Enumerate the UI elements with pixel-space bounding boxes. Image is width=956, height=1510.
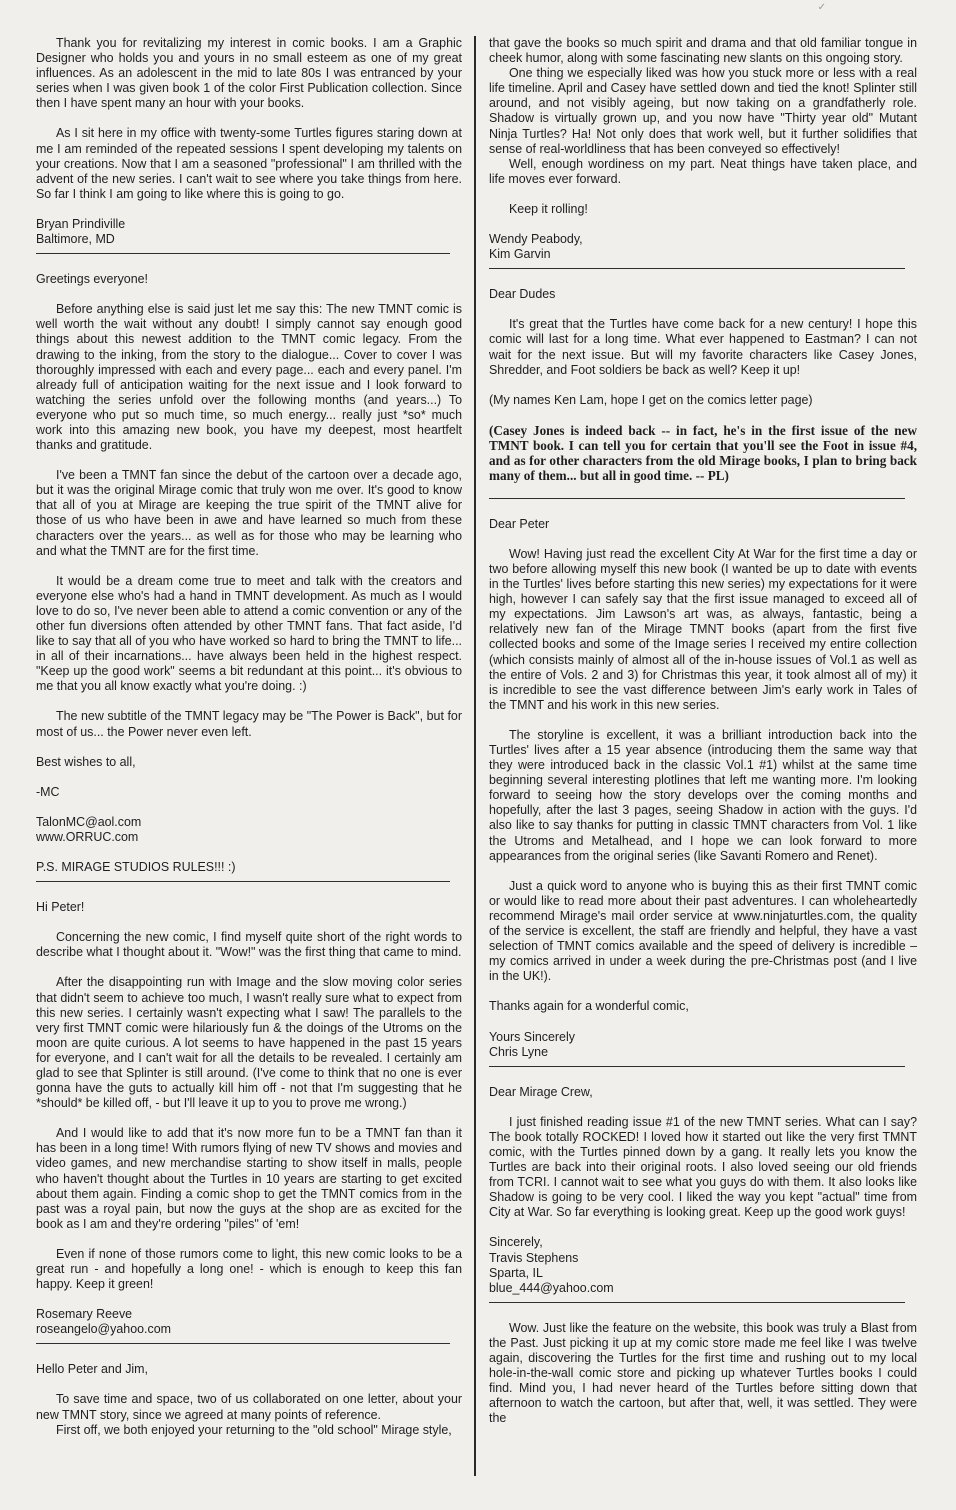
letter-divider	[36, 253, 450, 254]
letter-bryan	[36, 36, 462, 247]
letter-name: Rosemary Reeve	[36, 1307, 133, 1322]
letter-paragraph: It's great that the Turtles have come back for a new century! I hope this comic will last for a long time. What ever happened to Eastman? I can not wait for the next issue. But will my favorite characters like Casey Jones, Shredder, and Foot soldiers be back as well? Keep it up!	[489, 317, 917, 377]
letter-signature: -MC	[36, 784, 60, 799]
left-column	[36, 36, 462, 1438]
letter-ken	[489, 287, 917, 483]
column-divider	[474, 36, 476, 1476]
letter-location: Sparta, IL	[489, 1265, 543, 1280]
letter-paragraph: Wow. Just like the feature on the website, this book was truly a Blast from the Past. Just picking it up at my comic store made me feel like I was twelve again, discovering the Turtles for the first time and rushing out to my local hole-in-the-wall comic store and picking up whatever Turtles books I could find. Mind you, I had never heard of the Turtles before sitting down that afternoon to watch the cartoon, but after that, well, it was settled. They were the	[489, 1320, 917, 1426]
letter-email: blue_444@yahoo.com	[489, 1280, 614, 1295]
letter-paragraph: Concerning the new comic, I find myself quite short of the right words to describe what I thought about it. "Wow!" was the first thing that came to mind.	[36, 930, 462, 960]
letter-divider	[489, 268, 905, 269]
letter-closing: Best wishes to all,	[36, 754, 136, 769]
letter-name: Wendy Peabody,	[489, 232, 583, 247]
letter-paragraph: It would be a dream come true to meet and talk with the creators and everyone else who's had a hand in TMNT development. As much as I would love to do so, I've never been able to attend a comic convention or any of the other fun diversions often attended by other TMNT fans. That fact aside, I'd like to say that all of you who have worked so hard to bring the TMNT to life... in all of their incarnations... have always been held in the highest respect. "Keep up the good work" seems a bit redundant at this point... it's obvious to me that you all know exactly what you're doing. :)	[36, 573, 462, 694]
letter-salutation: Dear Dudes	[489, 287, 556, 302]
letter-salutation: Hello Peter and Jim,	[36, 1362, 148, 1377]
letter-location: Baltimore, MD	[36, 232, 115, 247]
letter-wendy-kim-continued	[489, 36, 917, 262]
letter-paragraph: After the disappointing run with Image and the slow moving color series that didn't seem to achieve too much, I wasn't really sure what to expect from this new series. I certainly wasn't expecting what I saw! The parallels to the very first TMNT comic were hilariously fun & the doings of the Utroms on the moon are quite curious. A lot seems to have happened in the past 15 years for everyone, and I can't wait for all the details to be revealed. I certainly am glad to see that Splinter is still around. (I've come to think that no one is ever gonna have the guts to actually kill him off - not that I'm suggesting that he *should* be killed off, - but I'll leave it up to you to prove me wrong.)	[36, 975, 462, 1111]
letter-salutation: Hi Peter!	[36, 900, 85, 915]
letter-name: Travis Stephens	[489, 1250, 579, 1265]
letter-paragraph: I've been a TMNT fan since the debut of the cartoon over a decade ago, but it was the original Mirage comic that truly won me over. It's good to know that all of you at Mirage are keeping the true spirit of the TMNT alive for those of us who have been in awe and have learned so much from these characters over the years... as well as for those who may be learning who and what the TMNT are for the first time.	[36, 468, 462, 558]
letter-mc	[36, 272, 462, 875]
letter-paragraph: Thank you for revitalizing my interest in comic books. I am a Graphic Designer who holds you and yours in no small esteem as one of my great influences. As an adolescent in the mid to late 80s I was entranced by your series when I was given book 1 of the color First Publication collection. Since then I have spent many an hour with your books.	[36, 36, 462, 111]
letter-paragraph: (My names Ken Lam, hope I get on the comics letter page)	[489, 392, 813, 407]
letter-name: Bryan Prindiville	[36, 216, 126, 231]
letter-divider	[489, 1066, 905, 1067]
letter-divider	[489, 498, 905, 499]
letter-paragraph: Before anything else is said just let me say this: The new TMNT comic is well worth the wait without any doubt! I simply cannot say enough good things about this newest addition to the TMNT comic legacy. From the drawing to the inking, from the story to the dialogue... Cover to cover I was thoroughly impressed with each and every page... each and every panel. I'm already full of anticipation waiting for the next issue and I look forward to watching the series unfold over the following months (and years...) To everyone who put so much time, so much energy... really just *so* much work into this amazing new book, you have my deepest, most heartfelt thanks and gratitude.	[36, 302, 462, 453]
right-column	[489, 36, 917, 1426]
letter-paragraph: The new subtitle of the TMNT legacy may be "The Power is Back", but for most of us... the Power never even left.	[36, 709, 462, 739]
letter-paragraph: Thanks again for a wonderful comic,	[489, 999, 689, 1014]
letter-closing: Keep it rolling!	[509, 201, 588, 216]
letter-paragraph: To save time and space, two of us collaborated on one letter, about your new TMNT story, since we agreed at many points of reference.	[36, 1392, 462, 1422]
letter-paragraph: Wow! Having just read the excellent City At War for the first time a day or two before allowing myself this new book (I wanted be up to date with events in the Turtles' lives before starting this new series) my expectations for it were high, however I can safely say that the first issue managed to exceed all of my expectations. Jim Lawson's art was, as always, fantastic, being a relatively new fan of the Mirage TMNT books (apart from the first five collected books and some of the Image series I received my entire collection (which consists mainly of almost all of the in-house issues of Vol.1 as well as the entire of Vols. 2 and 3) for Christmas this year, it took almost all of my) it is incredible to see the vast difference between Jim's early work in Tales of the TMNT and his work in this new series.	[489, 546, 917, 712]
letter-rosemary	[36, 900, 462, 1337]
letter-name: Chris Lyne	[489, 1044, 548, 1059]
editor-reply: (Casey Jones is indeed back -- in fact, he's in the first issue of the new TMNT book. I can tell you for certain that you'll see the Foot in issue #4, and as for other characters from the old Mirage books, I plan to bring back many of them... but all in good time. -- PL)	[489, 422, 917, 483]
letter-name: Kim Garvin	[489, 247, 551, 262]
letter-email: roseangelo@yahoo.com	[36, 1322, 172, 1337]
letter-blast-from-past	[489, 1321, 917, 1427]
letter-paragraph: As I sit here in my office with twenty-some Turtles figures staring down at me I am reminded of the repeated sessions I spent developing my talents on your creations. Now that I am a seasoned "professional" I am thrilled with the advent of the new series. I can't wait to see where you take things from here. So far I think I am going to like where this is going to go.	[36, 126, 462, 201]
letter-ps: P.S. MIRAGE STUDIOS RULES!!! :)	[36, 860, 236, 875]
letter-paragraph: Just a quick word to anyone who is buying this as their first TMNT comic or would like to read more about their past adventures. I can wholeheartedly recommend Mirage's mail order service at www.ninjaturtles.com, the quality of the service is excellent, the staff are friendly and helpful, they have a vast selection of TMNT comics available and the speed of delivery is incredible – my comics arrived in under a week during the pre-Christmas post (and I live in the UK!).	[489, 878, 917, 984]
letter-paragraph: One thing we especially liked was how you stuck more or less with a real life timeline. April and Casey have settled down and tied the knot! Splinter still around, and not visibly ageing, but now taking on a grandfatherly role. Shadow is virtually grown up, and you now have "Thirty year old" Mutant Ninja Turtles? Ha! Not only does that work well, but it further solidifies that sense of real-worldliness that has been conveyed so effectively!	[489, 66, 917, 156]
letter-closing: Sincerely,	[489, 1235, 543, 1250]
letter-travis	[489, 1085, 917, 1296]
letter-paragraph: Even if none of those rumors come to light, this new comic looks to be a great run - and hopefully a long one! - which is enough to keep this fan happy. Keep it green!	[36, 1246, 462, 1292]
letter-paragraph: that gave the books so much spirit and drama and that old familiar tongue in cheek humor, along with some fascinating new slants on this ongoing story.	[489, 36, 917, 66]
letter-paragraph: Well, enough wordiness on my part. Neat things have taken place, and life moves ever forward.	[489, 156, 917, 186]
letter-paragraph: I just finished reading issue #1 of the new TMNT series. What can I say? The book totally ROCKED! I loved how it started out like the very first TMNT comic, with the Turtles pinned down by a gang. It really lets you know the Turtles are back into their original roots. I also loved seeing our old friends from TCRI. I cannot wait to see what you guys do with them. It also looks like Shadow is going to be very cool. I liked the way you kept "actual" time from City at War. So far everything is looking great. Keep up the good work guys!	[489, 1114, 917, 1220]
letter-divider	[489, 1302, 905, 1303]
letter-chris	[489, 517, 917, 1060]
letter-salutation: Greetings everyone!	[36, 272, 148, 287]
letter-email: TalonMC@aol.com	[36, 814, 142, 829]
letter-paragraph: And I would like to add that it's now more fun to be a TMNT fan than it has been in a long time! With rumors flying of new TV shows and movies and video games, and new merchandise starting to show itself in malls, people who haven't thought about the Turtles in 10 years are starting to get excited about them again. Finding a comic shop to get the TMNT comics from in the past was a royal pain, but now the guys at the shop are as excited for the book as I am and they're ordering "piles" of 'em!	[36, 1126, 462, 1231]
letter-divider	[36, 1343, 450, 1344]
letter-closing: Yours Sincerely	[489, 1029, 575, 1044]
page-mark-icon: ✓	[817, 2, 826, 13]
letter-salutation: Dear Peter	[489, 516, 550, 531]
letter-wendy-kim	[36, 1362, 462, 1437]
letter-paragraph: First off, we both enjoyed your returning to the "old school" Mirage style,	[56, 1422, 452, 1437]
letter-divider	[36, 881, 450, 882]
letter-salutation: Dear Mirage Crew,	[489, 1084, 593, 1099]
letter-website: www.ORRUC.com	[36, 829, 139, 844]
letter-paragraph: The storyline is excellent, it was a brilliant introduction back into the Turtles' lives after a 15 year absence (introducing them the same way that they were introduced back in the classic Vol.1 #1) whilst at the same time beginning several interesting plotlines that left me wanting more. I'm looking forward to seeing how the story develops over the coming months and hopefully, after the last 3 pages, seeing Shadow in action with the guys. I'd also like to say thanks for putting in classic TMNT characters from Vol. 1 like the Utroms and Metalhead, and I hope we can look forward to more appearances from the original series (like Savanti Romero and Renet).	[489, 727, 917, 863]
